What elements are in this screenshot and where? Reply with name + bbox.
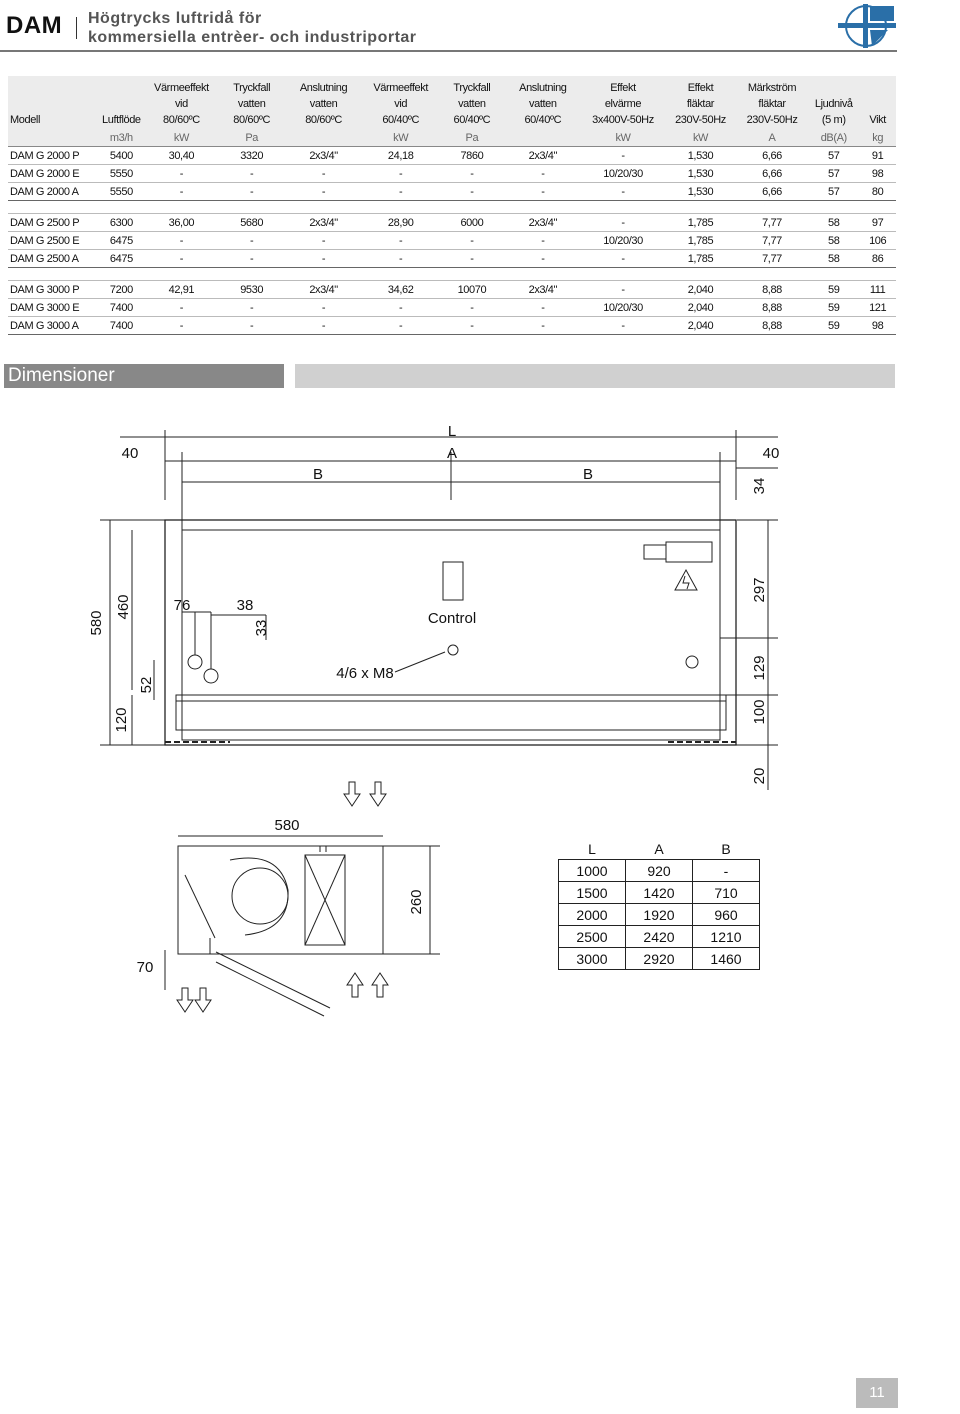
column-header: Luftflöde xyxy=(99,76,145,130)
table-cell: 80 xyxy=(859,183,896,201)
table-cell: - xyxy=(362,317,438,335)
header-line: Ljudnivå xyxy=(814,98,853,110)
dims-cell: 1500 xyxy=(559,882,626,904)
side-70: 70 xyxy=(136,959,154,976)
dims-row xyxy=(559,860,760,882)
table-cell: - xyxy=(505,232,581,250)
header-line: Effekt xyxy=(687,82,714,94)
table-cell: DAM G 2000 P xyxy=(8,147,99,165)
header-line: 80/60ºC xyxy=(163,114,200,126)
column-header xyxy=(219,76,285,130)
dims-cell: 3000 xyxy=(559,948,626,970)
table-cell: 57 xyxy=(808,147,859,165)
table-cell: - xyxy=(581,214,665,232)
product-subtitle xyxy=(88,9,417,47)
table-cell: 59 xyxy=(808,317,859,335)
header-line: Anslutning xyxy=(299,82,348,94)
header-line: Tryckfall xyxy=(233,82,271,94)
column-header xyxy=(505,76,581,130)
table-cell: 8,88 xyxy=(736,299,808,317)
table-cell: - xyxy=(439,183,505,201)
dims-cell: 1210 xyxy=(693,926,760,948)
table-cell: 6,66 xyxy=(736,183,808,201)
units-row xyxy=(8,130,896,147)
dims-cell: 2920 xyxy=(626,948,693,970)
table-cell: - xyxy=(439,232,505,250)
table-cell: - xyxy=(144,165,219,183)
table-cell: 58 xyxy=(808,250,859,268)
column-header xyxy=(439,76,505,130)
table-cell: - xyxy=(285,299,363,317)
table-cell: - xyxy=(505,183,581,201)
table-header-row xyxy=(8,76,896,130)
table-cell: - xyxy=(581,183,665,201)
table-row xyxy=(8,183,896,201)
table-cell: 86 xyxy=(859,250,896,268)
table-cell: - xyxy=(144,317,219,335)
table-cell: - xyxy=(144,232,219,250)
table-cell: - xyxy=(439,165,505,183)
table-cell: DAM G 2500 P xyxy=(8,214,99,232)
header-line: 230V-50Hz xyxy=(675,114,726,126)
dim-b-right: B xyxy=(582,466,594,483)
table-row xyxy=(8,299,896,317)
dims-cell: 1920 xyxy=(626,904,693,926)
table-cell: - xyxy=(505,250,581,268)
header-line: vatten xyxy=(458,98,486,110)
header-line: vid xyxy=(174,98,188,110)
header-line: 80/60ºC xyxy=(305,114,342,126)
dim-top-offset: 34 xyxy=(751,477,768,495)
mount-label: 4/6 x M8 xyxy=(336,665,394,682)
dims-cell: 1000 xyxy=(559,860,626,882)
table-cell: 10/20/30 xyxy=(581,299,665,317)
junction-box xyxy=(644,545,666,559)
unit-cell xyxy=(8,130,99,147)
table-cell: - xyxy=(505,299,581,317)
dim-76: 76 xyxy=(173,597,191,614)
dims-cell: - xyxy=(693,860,760,882)
dim-left-margin: 40 xyxy=(121,445,139,462)
dim-height: 580 xyxy=(88,610,105,636)
dims-row xyxy=(559,948,760,970)
page-number: 11 xyxy=(856,1378,898,1408)
table-cell: 6,66 xyxy=(736,147,808,165)
table-cell: - xyxy=(219,299,285,317)
table-cell: - xyxy=(362,183,438,201)
unit-cell: kW xyxy=(581,130,665,147)
table-row xyxy=(8,232,896,250)
group-spacer xyxy=(8,268,896,281)
table-cell: - xyxy=(219,232,285,250)
column-header: Vikt xyxy=(859,76,896,130)
header-line: Värmeeffekt xyxy=(373,82,429,94)
table-cell: DAM G 2500 E xyxy=(8,232,99,250)
table-cell: 5550 xyxy=(99,165,145,183)
table-row xyxy=(8,165,896,183)
header-line: vatten xyxy=(309,98,338,110)
table-cell: 6,66 xyxy=(736,165,808,183)
table-cell: 2x3/4" xyxy=(285,281,363,299)
table-cell: 91 xyxy=(859,147,896,165)
table-cell: - xyxy=(285,317,363,335)
table-cell: 58 xyxy=(808,232,859,250)
header-line xyxy=(808,80,859,96)
table-cell: - xyxy=(581,147,665,165)
header-line: Effekt xyxy=(610,82,636,94)
header-line: vatten xyxy=(237,98,266,110)
table-cell: 1,785 xyxy=(665,250,736,268)
header-line: vatten xyxy=(529,98,557,110)
header-line: (5 m) xyxy=(821,114,846,126)
table-cell: 2x3/4" xyxy=(285,147,363,165)
header-line: Märkström xyxy=(747,82,797,94)
dims-row xyxy=(559,882,760,904)
table-cell: - xyxy=(144,299,219,317)
table-cell: - xyxy=(581,317,665,335)
dims-cell: 2000 xyxy=(559,904,626,926)
table-cell: 1,530 xyxy=(665,165,736,183)
column-header xyxy=(285,76,363,130)
section-title: Dimensioner xyxy=(4,364,284,388)
table-cell: 2x3/4" xyxy=(505,214,581,232)
table-cell: DAM G 2000 E xyxy=(8,165,99,183)
dim-b-left: B xyxy=(312,466,324,483)
header-line: Värmeeffekt xyxy=(154,82,209,94)
unit-cell: Pa xyxy=(219,130,285,147)
dims-header: A xyxy=(626,838,693,860)
dims-cell: 1460 xyxy=(693,948,760,970)
table-cell: 57 xyxy=(808,183,859,201)
side-height: 260 xyxy=(408,889,425,915)
table-cell: 6475 xyxy=(99,232,145,250)
table-cell: 57 xyxy=(808,165,859,183)
table-cell: 30,40 xyxy=(144,147,219,165)
header-line: fläktar xyxy=(686,98,715,110)
table-cell: 1,530 xyxy=(665,147,736,165)
column-header xyxy=(736,76,808,130)
table-cell: - xyxy=(285,165,363,183)
table-cell: 1,785 xyxy=(665,214,736,232)
column-header xyxy=(581,76,665,130)
header-line: 60/40ºC xyxy=(453,114,491,126)
table-cell: - xyxy=(144,250,219,268)
table-cell: 58 xyxy=(808,214,859,232)
dim-33: 33 xyxy=(253,619,270,637)
airflow-arrows-bottom xyxy=(177,973,388,1012)
dims-cell: 1420 xyxy=(626,882,693,904)
table-cell: 7,77 xyxy=(736,250,808,268)
table-cell: 7400 xyxy=(99,299,145,317)
dims-cell: 960 xyxy=(693,904,760,926)
table-cell: 10/20/30 xyxy=(581,232,665,250)
table-cell: 28,90 xyxy=(362,214,438,232)
dims-cell: 920 xyxy=(626,860,693,882)
table-cell: - xyxy=(285,250,363,268)
mount-hole xyxy=(448,645,458,655)
header-line: 3x400V-50Hz xyxy=(592,114,654,126)
table-cell: - xyxy=(581,250,665,268)
table-cell: - xyxy=(362,232,438,250)
table-cell: 2x3/4" xyxy=(285,214,363,232)
table-cell: 8,88 xyxy=(736,281,808,299)
column-header xyxy=(665,76,736,130)
table-cell: 2,040 xyxy=(665,281,736,299)
section-bar xyxy=(295,364,895,388)
unit-front-view xyxy=(165,520,736,745)
header-line: Tryckfall xyxy=(453,82,491,94)
header-line: 230V-50Hz xyxy=(746,114,798,126)
dims-cell: 2420 xyxy=(626,926,693,948)
header-line: elvärme xyxy=(604,98,642,110)
table-cell: - xyxy=(362,250,438,268)
table-cell: 2x3/4" xyxy=(505,147,581,165)
table-cell: DAM G 2000 A xyxy=(8,183,99,201)
dims-header-row xyxy=(559,838,760,860)
table-cell: - xyxy=(219,317,285,335)
unit-cell xyxy=(285,130,363,147)
table-cell: - xyxy=(505,165,581,183)
header-line: fläktar xyxy=(758,98,786,110)
dim-20: 20 xyxy=(751,767,768,785)
header-line: vid xyxy=(394,98,408,110)
title-separator xyxy=(76,17,77,39)
table-cell: - xyxy=(144,183,219,201)
unit-cell: dB(A) xyxy=(808,130,859,147)
column-header: Modell xyxy=(8,76,99,130)
dims-row xyxy=(559,904,760,926)
table-cell: - xyxy=(285,232,363,250)
water-connection-1 xyxy=(188,655,202,669)
table-cell: 2,040 xyxy=(665,317,736,335)
table-cell: 3320 xyxy=(219,147,285,165)
table-cell: 106 xyxy=(859,232,896,250)
table-row xyxy=(8,317,896,335)
dim-38: 38 xyxy=(236,597,254,614)
company-logo xyxy=(838,4,896,48)
table-cell: - xyxy=(285,183,363,201)
table-cell: 34,62 xyxy=(362,281,438,299)
dim-100: 100 xyxy=(751,699,768,725)
table-row xyxy=(8,214,896,232)
control-label: Control xyxy=(427,610,477,627)
table-cell: 6300 xyxy=(99,214,145,232)
table-cell: 1,530 xyxy=(665,183,736,201)
unit-cell: Pa xyxy=(439,130,505,147)
header-line: 60/40ºC xyxy=(382,114,420,126)
dimension-table xyxy=(558,838,760,970)
unit-cell: m3/h xyxy=(99,130,145,147)
table-cell: - xyxy=(439,299,505,317)
table-cell: 2,040 xyxy=(665,299,736,317)
terminal-box xyxy=(666,542,712,562)
table-cell: 1,785 xyxy=(665,232,736,250)
table-cell: 97 xyxy=(859,214,896,232)
table-cell: 7,77 xyxy=(736,232,808,250)
spec-table xyxy=(8,76,896,335)
lightning-bolt-icon xyxy=(683,576,689,589)
power-inlet xyxy=(686,656,698,668)
column-header xyxy=(808,76,859,130)
table-row xyxy=(8,250,896,268)
table-cell: 59 xyxy=(808,281,859,299)
dims-header: B xyxy=(693,838,760,860)
table-cell: 98 xyxy=(859,165,896,183)
unit-cell: kW xyxy=(144,130,219,147)
table-cell: 7,77 xyxy=(736,214,808,232)
dim-120: 120 xyxy=(113,707,130,733)
dim-right-margin: 40 xyxy=(762,445,780,462)
column-header xyxy=(144,76,219,130)
header-line: Anslutning xyxy=(519,82,567,94)
table-cell: 5680 xyxy=(219,214,285,232)
header-line: 80/60ºC xyxy=(233,114,270,126)
table-cell: DAM G 2500 A xyxy=(8,250,99,268)
table-cell: - xyxy=(219,183,285,201)
electric-hazard-icon xyxy=(675,570,697,590)
water-connection-2 xyxy=(204,669,218,683)
dims-cell: 2500 xyxy=(559,926,626,948)
dimension-drawing xyxy=(0,400,960,1040)
table-cell: - xyxy=(362,165,438,183)
table-cell: - xyxy=(219,165,285,183)
dims-row xyxy=(559,926,760,948)
air-outlet xyxy=(176,695,726,730)
dims-header: L xyxy=(559,838,626,860)
table-cell: 6475 xyxy=(99,250,145,268)
dim-129: 129 xyxy=(751,655,768,681)
table-cell: 5400 xyxy=(99,147,145,165)
table-cell: 10070 xyxy=(439,281,505,299)
table-cell: 2x3/4" xyxy=(505,281,581,299)
dim-460: 460 xyxy=(115,594,132,620)
table-cell: DAM G 3000 A xyxy=(8,317,99,335)
table-cell: 6000 xyxy=(439,214,505,232)
table-cell: 9530 xyxy=(219,281,285,299)
table-cell: 8,88 xyxy=(736,317,808,335)
table-cell: 98 xyxy=(859,317,896,335)
header-line: 60/40ºC xyxy=(524,114,562,126)
table-row xyxy=(8,281,896,299)
table-cell: 111 xyxy=(859,281,896,299)
table-cell: - xyxy=(581,281,665,299)
table-cell: DAM G 3000 P xyxy=(8,281,99,299)
unit-cell: kW xyxy=(665,130,736,147)
column-header xyxy=(362,76,438,130)
table-cell: 121 xyxy=(859,299,896,317)
table-cell: 24,18 xyxy=(362,147,438,165)
airflow-arrows-top xyxy=(344,782,386,806)
unit-cell: kg xyxy=(859,130,896,147)
subtitle-line-1: Högtrycks luftridå för xyxy=(88,10,262,27)
table-cell: 42,91 xyxy=(144,281,219,299)
dim-297: 297 xyxy=(751,577,768,603)
subtitle-line-2: kommersiella entrèer- och industriportar xyxy=(88,29,417,46)
table-cell: 5550 xyxy=(99,183,145,201)
table-cell: 7860 xyxy=(439,147,505,165)
dim-a: A xyxy=(446,445,458,462)
table-cell: - xyxy=(219,250,285,268)
table-cell: - xyxy=(505,317,581,335)
dim-length: L xyxy=(447,423,457,440)
table-cell: 7400 xyxy=(99,317,145,335)
side-depth: 580 xyxy=(274,817,300,834)
side-dimensions xyxy=(100,520,778,790)
header-rule xyxy=(0,50,897,52)
table-cell: 36,00 xyxy=(144,214,219,232)
table-cell: - xyxy=(439,250,505,268)
unit-cell: A xyxy=(736,130,808,147)
table-cell: 59 xyxy=(808,299,859,317)
table-row xyxy=(8,147,896,165)
table-cell: - xyxy=(439,317,505,335)
dims-cell: 710 xyxy=(693,882,760,904)
table-cell: 7200 xyxy=(99,281,145,299)
product-title: DAM xyxy=(6,12,63,39)
control-box xyxy=(443,562,463,600)
table-cell: - xyxy=(362,299,438,317)
group-spacer xyxy=(8,201,896,214)
unit-cell xyxy=(505,130,581,147)
table-cell: DAM G 3000 E xyxy=(8,299,99,317)
unit-cell: kW xyxy=(362,130,438,147)
dim-52: 52 xyxy=(138,676,155,694)
table-cell: 10/20/30 xyxy=(581,165,665,183)
